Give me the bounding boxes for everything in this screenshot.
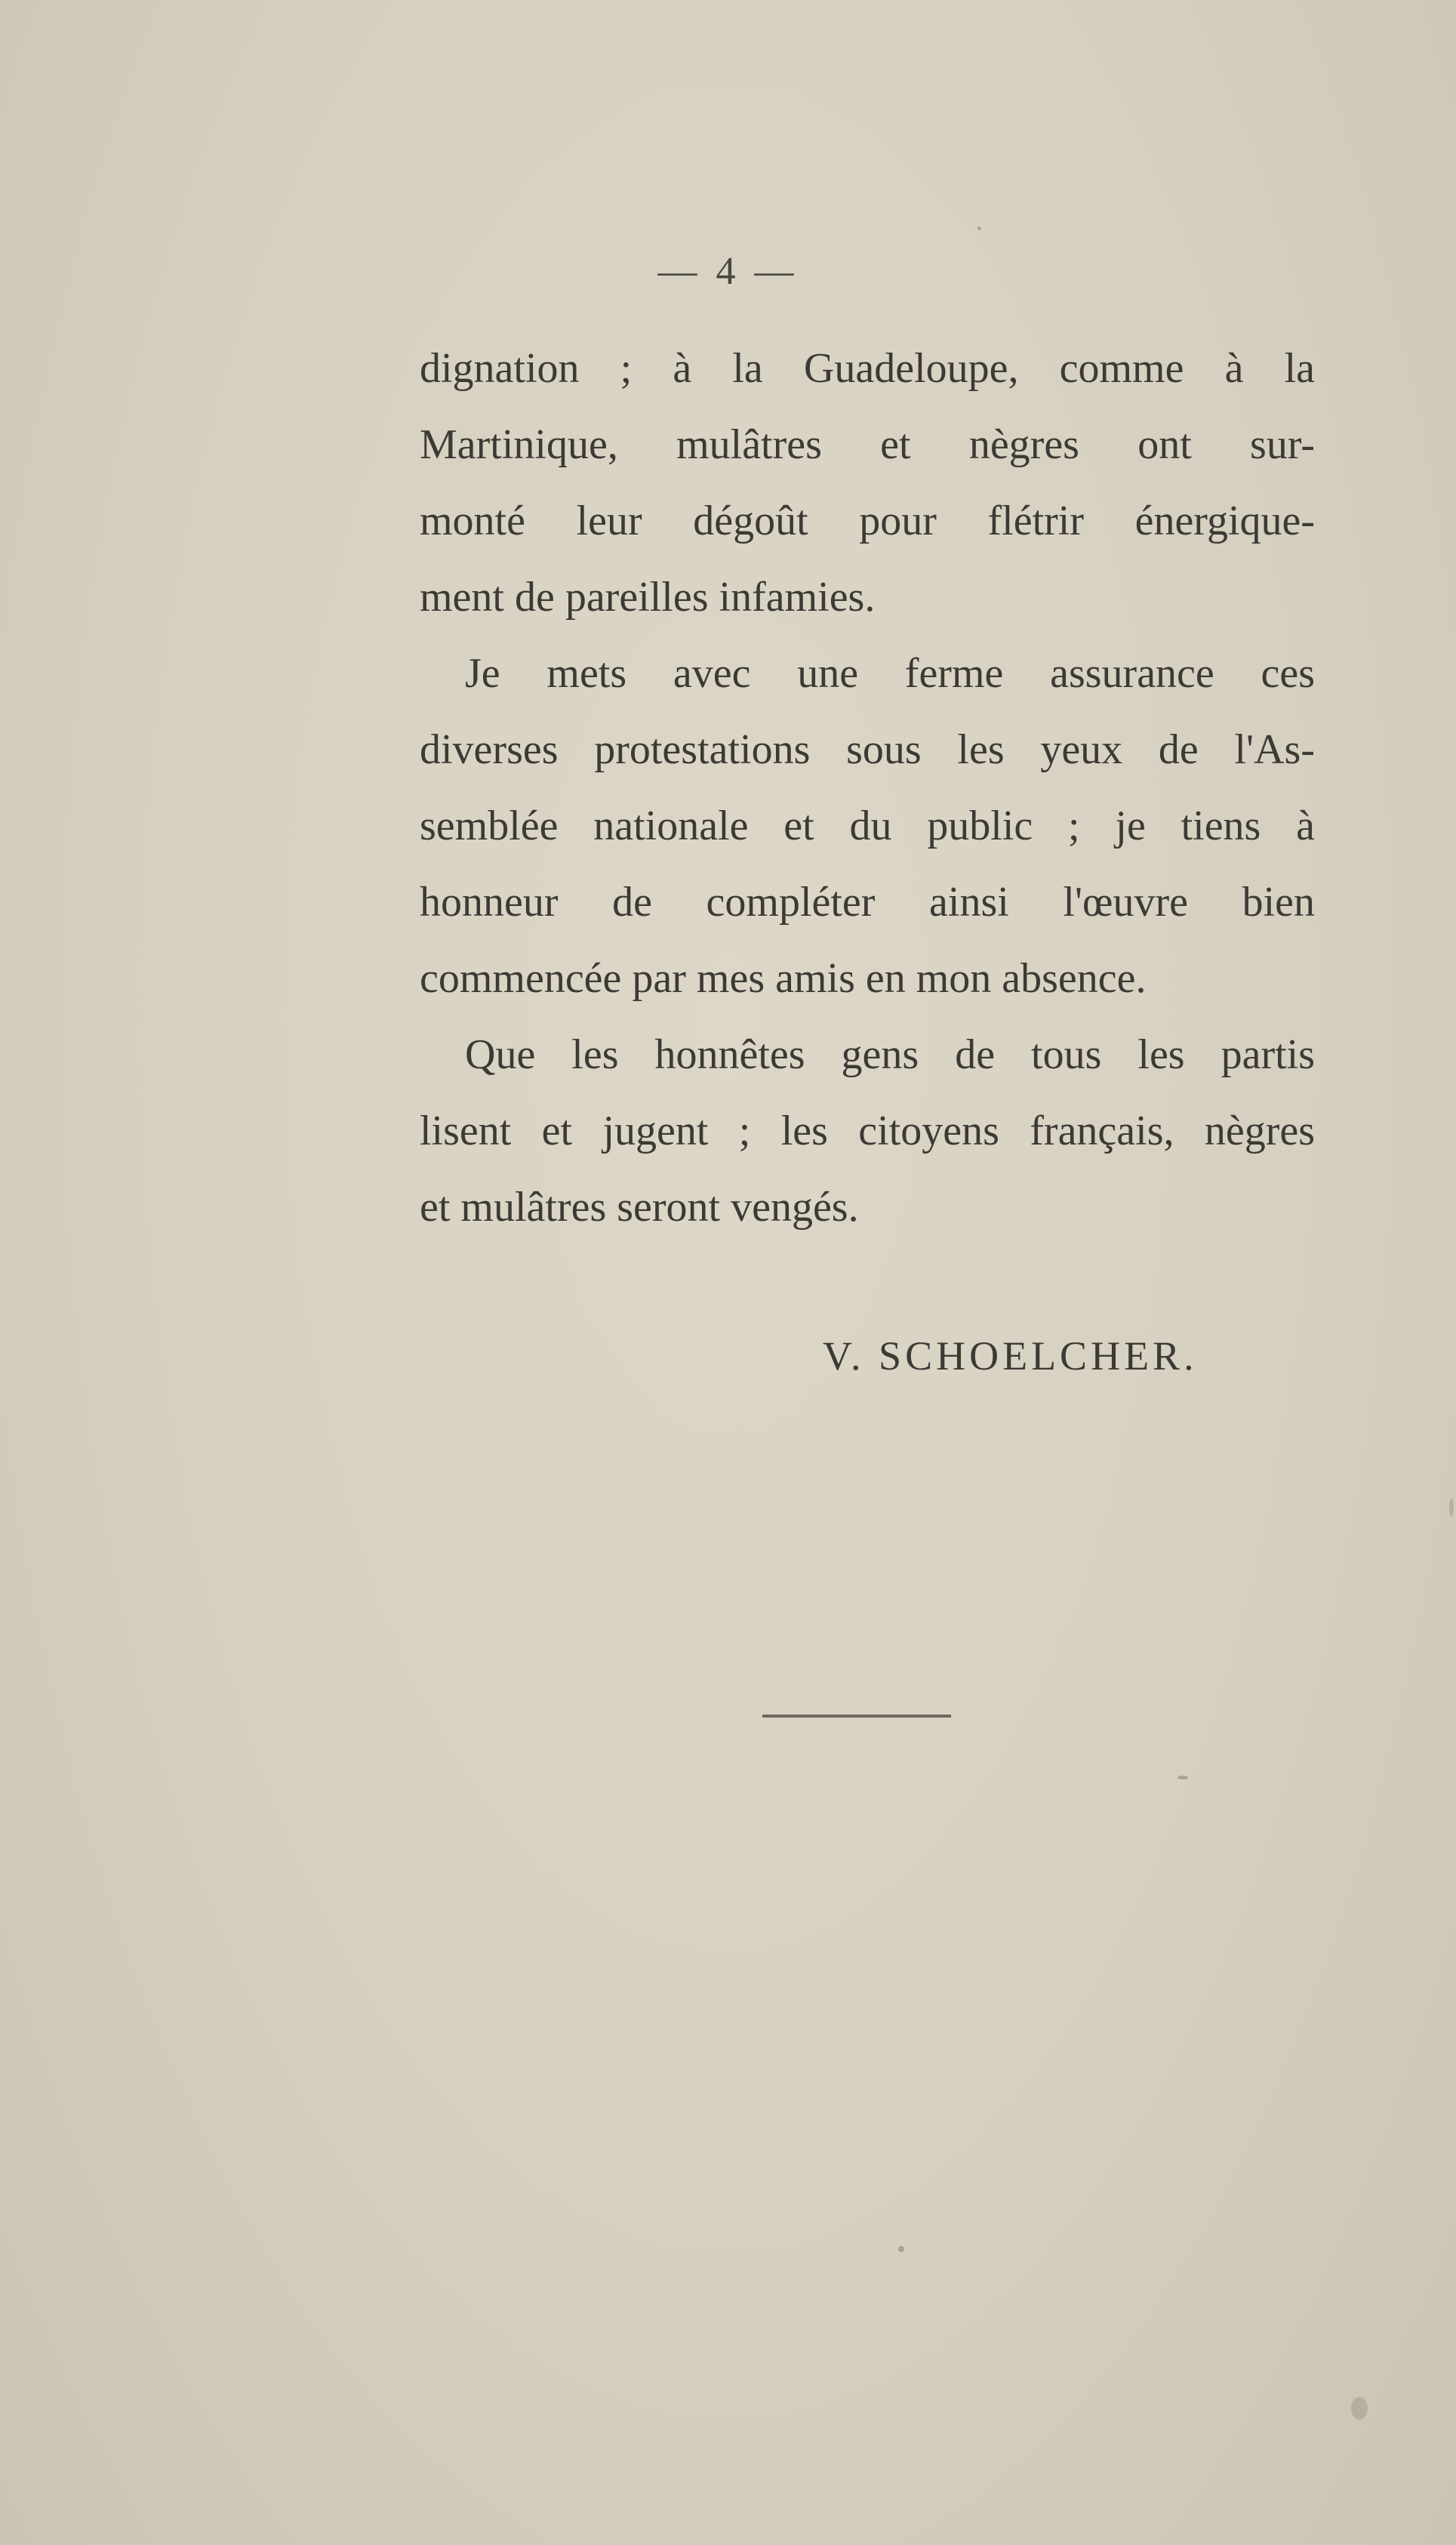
text-line: diverses protestations sous les yeux de l'As- — [420, 726, 1315, 773]
text-line: ment de pareilles infamies. — [420, 574, 876, 621]
signature: V. SCHOELCHER. — [823, 1333, 1198, 1379]
paper-speck — [1351, 2397, 1368, 2420]
paper-speck — [898, 2246, 904, 2252]
text-line: Martinique, mulâtres et nègres ont sur- — [420, 421, 1315, 468]
page-number: — 4 — — [657, 250, 799, 293]
text-line: honneur de compléter ainsi l'œuvre bien — [420, 879, 1315, 926]
paper-speck — [1177, 1776, 1188, 1779]
text-line: monté leur dégoût pour flétrir énergique- — [420, 498, 1315, 544]
text-line: Que les honnêtes gens de tous les partis — [465, 1031, 1315, 1078]
text-line: semblée nationale et du public ; je tiens à — [420, 803, 1315, 849]
text-line: dignation ; à la Guadeloupe, comme à la — [420, 345, 1315, 392]
end-rule — [762, 1715, 951, 1718]
body-text — [420, 331, 1315, 1246]
paper-speck — [1449, 1499, 1454, 1517]
text-line: et mulâtres seront vengés. — [420, 1184, 859, 1231]
text-line: commencée par mes amis en mon absence. — [420, 955, 1147, 1002]
paper-speck — [977, 226, 981, 230]
text-line: lisent et jugent ; les citoyens français, nègres — [420, 1108, 1315, 1154]
text-line: Je mets avec une ferme assurance ces — [465, 650, 1315, 697]
